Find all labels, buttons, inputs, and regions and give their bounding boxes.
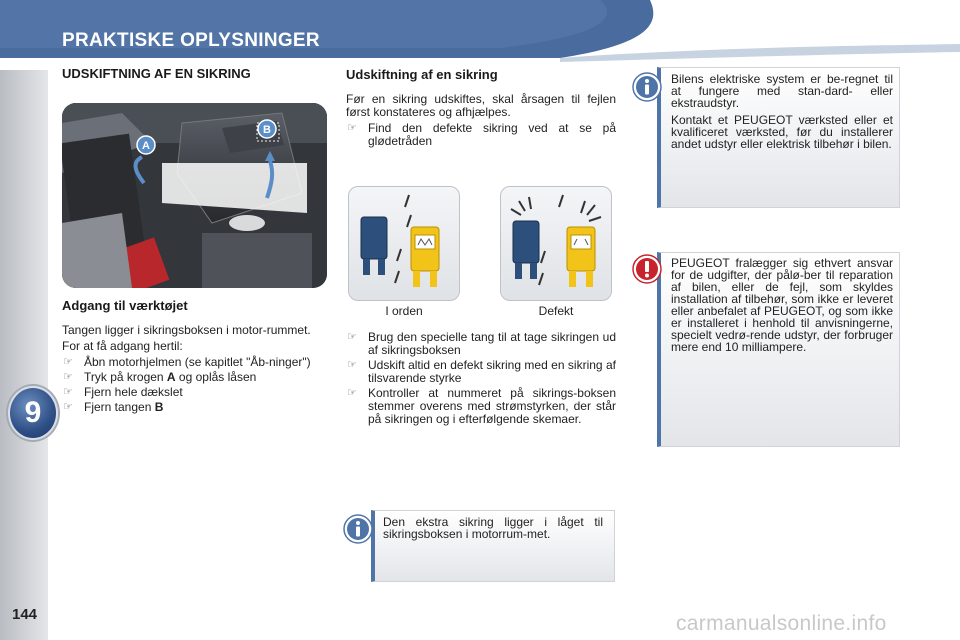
spare-fuse-text: Den ekstra sikring ligger i låget til sikringsboksen i motorrum-met. [383,515,603,541]
fuse-ok-illustration [348,186,460,301]
list-item: ☞ Udskift altid en defekt sikring med en sikring af tilsvarende styrke [347,358,616,385]
pointing-hand-icon: ☞ [347,122,357,134]
chapter-number: 9 [24,396,42,429]
info-icon [343,514,373,544]
fuse-replacement-intro [346,93,616,150]
margin-bar [0,70,48,640]
pointing-hand-icon: ☞ [63,371,73,383]
list-item: ☞ Fjern hele dækslet [63,385,183,399]
list-item: ☞ Fjern tangen B [63,400,164,414]
pointing-hand-icon: ☞ [347,331,357,343]
tool-access-body [62,324,328,416]
section-title: UDSKIFTNING AF EN SIKRING [62,66,251,81]
engine-bay-illustration [62,103,327,288]
inspect-list [346,122,616,148]
fuse-ok-caption: I orden [385,304,423,318]
list-item: ☞ Tryk på krogen A og oplås låsen [63,370,257,384]
replacement-steps [346,331,616,428]
tool-intro-text: Tangen ligger i sikringsboksen i motor-rummet. [62,323,311,337]
pointing-hand-icon: ☞ [63,386,73,398]
watermark: carmanualsonline.info [676,612,887,635]
photo-label-b: B [263,124,271,136]
list-item: ☞ Find den defekte sikring ved at se på glødetråden [347,121,616,148]
replacement-steps-list [346,331,616,426]
electrical-info-text: Bilens elektriske system er be-regnet til at fungere med stan-dard- eller ekstraudstyr. Kontakt et PEUGEOT værksted eller et kvalificeret værksted, før du installerer andet udstyr eller elektrisk tilbehør i bilen. [671,72,893,151]
fuse-replacement-heading: Udskiftning af en sikring [346,67,498,82]
pointing-hand-icon: ☞ [347,387,357,399]
list-item: ☞ Brug den specielle tang til at tage sikringen ud af sikringsboksen [347,330,616,357]
page-number: 144 [12,606,38,623]
tool-steps-list [62,356,328,414]
intro-text: Før en sikring udskiftes, skal årsagen til fejlen først konstateres og afhjælpes. [346,92,616,119]
tool-access-text: For at få adgang hertil: [62,339,183,353]
liability-warning-text: PEUGEOT fralægger sig ethvert ansvar for de udgifter, der pålø-ber til reparation af bilen, eller de fejl, som skyldes installation af tilbehør, som ikke er leveret eller anbefalet af PEUGEOT, og som ikke er installeret i henhold til anvisningerne, specielt vedrø-rende udstyr, der forbruger mere end 10 milliampere. [671,256,893,354]
tool-access-heading: Adgang til værktøjet [62,298,188,313]
engine-bay-photo [62,103,327,288]
fuse-defect-caption: Defekt [538,304,574,318]
photo-label-a: A [142,140,150,152]
list-item: ☞ Åbn motorhjelmen (se kapitlet "Åb-ninger") [63,355,311,369]
pointing-hand-icon: ☞ [347,359,357,371]
info-icon [632,72,662,102]
page-title: PRAKTISKE OPLYSNINGER [62,30,320,51]
fuse-blown-icon [501,187,612,301]
list-item: ☞ Kontroller at nummeret på sikrings-boksen stemmer overens med strømstyrken, der står på sikringen og i efterfølgende skemaer. [347,386,616,426]
fuse-defect-illustration [500,186,612,301]
chapter-badge [8,386,58,440]
warning-icon [632,254,662,284]
pointing-hand-icon: ☞ [63,401,73,413]
pointing-hand-icon: ☞ [63,356,73,368]
fuse-intact-icon [349,187,460,301]
